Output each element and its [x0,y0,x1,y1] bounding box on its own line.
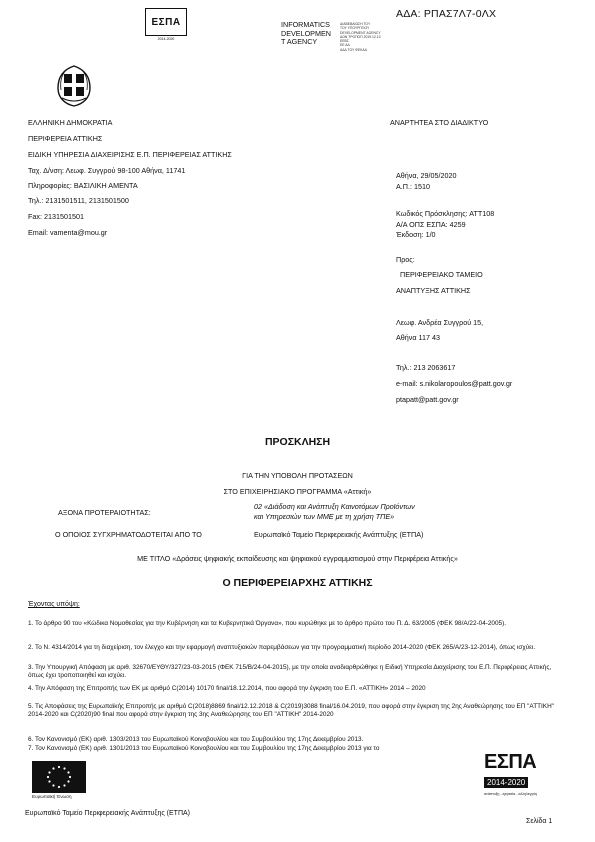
axis-value-2: και Υπηρεσιών των ΜΜΕ με τη χρήση ΤΠΕ» [254,512,395,521]
recipient-address-line2: Αθήνα 117 43 [396,333,440,342]
agency-signature-text [340,22,400,52]
consideration-item: 3. Την Υπουργική Απόφαση με αριθ. 32670/ΕΥΘΥ/327/23-03-2015 (ΦΕΚ 715/Β/24-04-2015), με την οποία αναδιαρθρώθηκε η Ειδική Υπηρεσία Διαχείρισης του Ε.Π. Περιφέρειας Αττικής, όπως έχει τροποποιηθεί και ισχύει. [28,664,552,680]
axis-value-1: 02 «Διάδοση και Ανάπτυξη Καινοτόμων Προϊόντων [254,502,415,511]
consideration-item: 4. Την Απόφαση της Επιτροπής των ΕΚ με αριθμό C(2014) 10170 final/18.12.2014, που αφορά την έγκριση του Ε.Π. «ΑΤΤΙΚΗ» 2014 – 2020 [28,685,426,692]
espa-logo-top [140,8,192,42]
publish-note: ΑΝΑΡΤΗΤΕΑ ΣΤΟ ΔΙΑΔΙΚΤΥΟ [390,118,489,127]
espa-footer-word: ΕΣΠΑ [484,751,537,773]
footer-fund-text: Ευρωπαϊκό Ταμείο Περιφερειακής Ανάπτυξης (ΕΤΠΑ) [25,810,190,817]
consideration-item: 2. Το Ν. 4314/2014 για τη διαχείριση, τον έλεγχο και την εφαρμογή αναπτυξιακών παρεμβάσεων για την προγραμματική περίοδο 2014-2020 (ΦΕΚ 265/Α/23-12-2014), όπως ισχύει. [28,644,536,651]
page-number: Σελίδα 1 [526,818,553,825]
recipient-name-line2: ΑΝΑΠΤΥΞΗΣ ΑΤΤΙΚΗΣ [396,286,471,295]
sender-line-fax: Fax: 2131501501 [28,212,84,221]
sender-line-info: Πληροφορίες: ΒΑΣΙΛΙΚΗ ΑΜΕΝΤΑ [28,181,138,190]
fund-label: Ο ΟΠΟΙΟΣ ΣΥΓΧΡΗΜΑΤΟΔΟΤΕΙΤΑΙ ΑΠΟ ΤΟ [55,530,202,539]
espa-logo-text: ΕΣΠΑ [151,16,181,28]
recipient-name-line1: ΠΕΡΙΦΕΡΕΙΑΚΟ ΤΑΜΕΙΟ [400,270,483,279]
espa-footer-years: 2014-2020 [484,777,528,788]
agency-line: T AGENCY [281,37,318,47]
recipient-address-line1: Λεωφ. Ανδρέα Συγγρού 15, [396,318,484,327]
agency-small-line: ΤΟΥ ΥΠΟΥΡΓΕΙΟΥ [340,26,370,31]
call-subtitle-1: ΓΙΑ ΤΗΝ ΥΠΟΒΟΛΗ ΠΡΟΤΑΣΕΩΝ [242,471,353,480]
agency-small-line: ΔΙΑΒΕΒΑΙΩΣΗ ΤΟΥ [340,22,371,26]
call-subject: ΜΕ ΤΙΤΛΟ «Δράσεις ψηφιακής εκπαίδευσης και ψηφιακού εγγραμματισμού στην Περιφέρεια Αττικής» [137,554,458,563]
doc-protocol: Α.Π.: 1510 [396,182,430,191]
eu-caption: Ευρωπαϊκή Ένωση [32,794,72,799]
fund-value: Ευρωπαϊκό Ταμείο Περιφερειακής Ανάπτυξης (ΕΤΠΑ) [254,530,424,539]
sender-line-email: Email: vamenta@mou.gr [28,228,108,237]
consideration-item: 6. Τον Κανονισμό (ΕΚ) αριθ. 1303/2013 του Ευρωπαϊκού Κοινοβουλίου και του Συμβουλίου της 17ης Δεκεμβρίου 2013. [28,736,364,743]
call-title: ΠΡΟΣΚΛΗΣΗ [264,436,331,448]
recipient-phone: Τηλ.: 213 2063617 [396,363,456,372]
agency-block [281,21,337,47]
consideration-item: 5. Τις Αποφάσεις της Ευρωπαϊκής Επιτροπής με αριθμό C(2018)8869 final/12.12.2018 & C(2019)3088 final/16.04.2019, που αφορά στην έγκριση της 2ης Αναθεώρησης του ΕΠ "ΑΤΤΙΚΗ" 2014-2020 και C(2020)90 final που αφορά στην έγκριση της 3ης Αναθεώρησης του ΕΠ "ΑΤΤΙΚΗ" 2014-2020 [28,703,554,719]
recipient-email-1: e-mail: s.nikolaropoulos@patt.gov.gr [396,379,513,388]
recipient-email-2: ptapatt@patt.gov.gr [396,395,459,404]
consideration-item: 1. Το άρθρο 90 του «Κώδικα Νομοθεσίας για την Κυβέρνηση και τα Κυβερνητικά Όργανα», που κυρώθηκε με το άρθρο πρώτο του Π. Δ. 63/2005 (ΦΕΚ 98/Α/22-04-2005). [28,620,507,627]
doc-date: Αθήνα, 29/05/2020 [396,171,457,180]
sender-line-phone: Τηλ.: 2131501511, 2131501500 [28,196,129,205]
agency-small-line: ΑΔΑ ΤΟΥ ΦΕΚΑΔ [340,47,367,52]
espa-footer-motto: ανάπτυξη - εργασία - αλληλεγγύη [484,792,538,796]
greek-emblem-icon [52,64,96,108]
agency-small-line: ΔΩΝ ΤΡΟΠΟΠ 2019.12.13 [340,34,381,39]
eu-flag-icon [32,761,86,793]
sender-line-republic: ΕΛΛΗΝΙΚΗ ΔΗΜΟΚΡΑΤΙΑ [28,118,113,127]
doc-edition: Έκδοση: 1/0 [396,230,436,239]
ada-code: ΑΔΑ: ΡΠΑΣ7Λ7-0ΛΧ [396,8,497,20]
espa-logo-footer [484,752,556,796]
agency-line: INFORMATICS [281,20,330,29]
espa-logo-box [145,8,187,36]
doc-call-code: Κωδικός Πρόσκλησης: ΑΤΤ108 [396,209,495,218]
considering-heading: Έχοντας υπόψη: [28,601,80,608]
axis-label: ΑΞΟΝΑ ΠΡΟΤΕΡΑΙΟΤΗΤΑΣ: [58,508,151,517]
sender-line-service: ΕΙΔΙΚΗ ΥΠΗΡΕΣΙΑ ΔΙΑΧΕΙΡΙΣΗΣ Ε.Π. ΠΕΡΙΦΕΡΕΙΑΣ ΑΤΤΙΚΗΣ [28,150,232,159]
doc-ops-code: Α/Α ΟΠΣ ΕΣΠΑ: 4259 [396,220,466,229]
consideration-item: 7. Τον Κανονισμό (ΕΚ) αριθ. 1301/2013 του Ευρωπαϊκού Κοινοβουλίου και του Συμβουλίου της 17ης Δεκεμβρίου 2013 για το [28,745,380,752]
agency-small-line: ΕΕ ΑΔ [340,43,350,48]
espa-logo-sub: 2014-2020 [157,37,175,41]
agency-small-line: ΕΕΒΣ [340,39,349,43]
sender-line-address: Ταχ. Δ/νση: Λεωφ. Συγγρού 98-100 Αθήνα, 11741 [28,166,186,175]
regional-governor-title: Ο ΠΕΡΙΦΕΡΕΙΑΡΧΗΣ ΑΤΤΙΚΗΣ [222,577,373,589]
agency-line: DEVELOPMEN [281,28,331,38]
sender-line-region: ΠΕΡΙΦΕΡΕΙΑ ΑΤΤΙΚΗΣ [28,134,103,143]
call-subtitle-2: ΣΤΟ ΕΠΙΧΕΙΡΗΣΙΑΚΟ ΠΡΟΓΡΑΜΜΑ «Αττική» [223,487,372,496]
recipient-to-label: Προς: [396,255,415,264]
agency-small-line: DEVELOPMENT AGENCY [340,30,381,35]
